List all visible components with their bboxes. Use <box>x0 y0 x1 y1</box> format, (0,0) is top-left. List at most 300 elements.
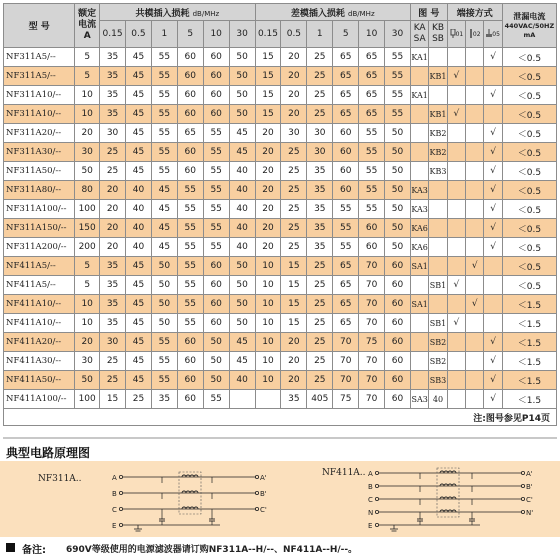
cell-differential-mode: 15 <box>255 67 281 86</box>
cell-differential-mode: 65 <box>333 48 359 67</box>
cell-wiring-check <box>466 238 484 257</box>
cell-figure-kb: SB2 <box>429 333 447 352</box>
terminal-dot <box>119 475 122 478</box>
cell-model: NF311A5/-- <box>4 67 75 86</box>
cell-wiring-check: √ <box>484 124 502 143</box>
cell-wiring-check <box>447 200 465 219</box>
cell-figure-kb: SB3 <box>429 371 447 390</box>
cell-model: NF411A5/-- <box>4 257 75 276</box>
cell-common-mode: 45 <box>126 86 152 105</box>
cell-common-mode: 55 <box>151 48 177 67</box>
cell-wiring-check: √ <box>484 371 502 390</box>
cell-differential-mode: 15 <box>281 295 307 314</box>
cell-wiring-check <box>484 257 502 276</box>
cell-differential-mode: 35 <box>307 200 333 219</box>
cell-differential-mode: 20 <box>281 371 307 390</box>
cell-common-mode: 45 <box>229 333 255 352</box>
cell-common-mode: 35 <box>100 48 126 67</box>
cell-differential-mode: 65 <box>333 295 359 314</box>
cell-common-mode: 60 <box>177 162 203 181</box>
cell-differential-mode: 25 <box>281 200 307 219</box>
cell-wiring-check <box>447 257 465 276</box>
cell-differential-mode: 25 <box>307 352 333 371</box>
cell-differential-mode: 10 <box>255 352 281 371</box>
cell-rated-current: 20 <box>75 124 100 143</box>
cell-figure-kb: 40 <box>429 390 447 409</box>
terminal-dot <box>375 471 378 474</box>
cell-differential-mode: 10 <box>255 314 281 333</box>
cell-leakage: ＜0.5 <box>502 219 556 238</box>
cell-common-mode: 55 <box>177 276 203 295</box>
table-row <box>4 257 557 276</box>
cell-figure-ka <box>410 143 428 162</box>
cell-differential-mode: 30 <box>307 143 333 162</box>
cell-differential-mode: 55 <box>359 162 385 181</box>
cell-leakage: ＜0.5 <box>502 276 556 295</box>
cell-wiring-check <box>484 314 502 333</box>
cell-common-mode: 55 <box>177 200 203 219</box>
terminal-label: A' <box>526 470 533 478</box>
cell-differential-mode: 55 <box>385 86 411 105</box>
cell-common-mode: 45 <box>126 162 152 181</box>
cell-differential-mode: 55 <box>385 67 411 86</box>
cell-differential-mode: 50 <box>385 124 411 143</box>
cell-differential-mode: 35 <box>307 181 333 200</box>
circuit-1-diagram <box>112 467 272 537</box>
cell-differential-mode: 25 <box>307 314 333 333</box>
cell-model: NF411A10/-- <box>4 295 75 314</box>
cell-common-mode: 60 <box>177 86 203 105</box>
note-bar <box>0 540 560 557</box>
cell-differential-mode: 25 <box>307 333 333 352</box>
cell-common-mode: 55 <box>203 162 229 181</box>
cell-figure-ka: SA1 <box>410 295 428 314</box>
cell-differential-mode: 55 <box>385 105 411 124</box>
cell-differential-mode: 35 <box>307 238 333 257</box>
cell-model: NF311A50/-- <box>4 162 75 181</box>
cell-differential-mode: 60 <box>385 295 411 314</box>
cell-figure-kb: SB1 <box>429 276 447 295</box>
table-row <box>4 219 557 238</box>
note-label: 备注: <box>22 545 46 556</box>
cell-wiring-check: √ <box>484 333 502 352</box>
table-row <box>4 105 557 124</box>
cell-differential-mode <box>255 390 281 409</box>
terminal-label: B' <box>260 490 267 498</box>
bullet-square-icon <box>6 543 15 552</box>
header-differential-mode: 差模插入损耗 dB/MHz <box>255 4 410 21</box>
cell-common-mode: 30 <box>100 333 126 352</box>
table-row <box>4 143 557 162</box>
cell-differential-mode: 20 <box>255 238 281 257</box>
cell-wiring-check <box>447 181 465 200</box>
cell-figure-ka <box>410 124 428 143</box>
terminal-label: N <box>368 509 374 517</box>
cell-common-mode: 40 <box>229 200 255 219</box>
cell-common-mode: 45 <box>151 181 177 200</box>
cell-common-mode: 40 <box>229 162 255 181</box>
cell-differential-mode: 10 <box>255 371 281 390</box>
cell-differential-mode: 35 <box>281 390 307 409</box>
cell-differential-mode: 50 <box>385 238 411 257</box>
cell-differential-mode: 20 <box>281 333 307 352</box>
cell-differential-mode: 50 <box>385 143 411 162</box>
cell-wiring-check: √ <box>447 314 465 333</box>
cell-rated-current: 10 <box>75 86 100 105</box>
cell-wiring-check <box>466 124 484 143</box>
cell-common-mode: 40 <box>229 219 255 238</box>
cell-wiring-check <box>447 390 465 409</box>
terminal-label: N' <box>526 509 534 517</box>
cell-common-mode: 60 <box>203 276 229 295</box>
cell-leakage: ＜1.5 <box>502 390 556 409</box>
cell-rated-current: 5 <box>75 48 100 67</box>
cell-leakage: ＜0.5 <box>502 67 556 86</box>
cell-common-mode: 45 <box>126 105 152 124</box>
cell-rated-current: 50 <box>75 162 100 181</box>
cell-differential-mode: 10 <box>255 257 281 276</box>
cell-common-mode: 35 <box>100 276 126 295</box>
cell-differential-mode: 20 <box>281 105 307 124</box>
cell-common-mode: 40 <box>229 181 255 200</box>
cell-rated-current: 30 <box>75 352 100 371</box>
cell-differential-mode: 25 <box>307 257 333 276</box>
cell-differential-mode: 20 <box>255 124 281 143</box>
cell-differential-mode: 10 <box>255 295 281 314</box>
cell-common-mode: 45 <box>126 124 152 143</box>
cell-figure-ka <box>410 276 428 295</box>
cell-differential-mode: 70 <box>359 314 385 333</box>
cell-wiring-check <box>466 162 484 181</box>
terminal-label: C <box>368 496 373 504</box>
cell-common-mode: 45 <box>126 257 152 276</box>
cell-common-mode: 50 <box>229 67 255 86</box>
table-row <box>4 124 557 143</box>
cell-differential-mode: 20 <box>281 352 307 371</box>
cell-wiring-check <box>466 371 484 390</box>
cell-model: NF411A30/-- <box>4 352 75 371</box>
circuit-2-label: NF411A.. <box>322 468 366 478</box>
cell-leakage: ＜0.5 <box>502 162 556 181</box>
cell-differential-mode: 25 <box>307 371 333 390</box>
cell-differential-mode: 70 <box>333 371 359 390</box>
table-row <box>4 86 557 105</box>
cell-differential-mode: 55 <box>359 181 385 200</box>
cell-figure-kb: SB2 <box>429 352 447 371</box>
terminal-label: A' <box>260 474 267 482</box>
cell-differential-mode: 60 <box>385 314 411 333</box>
cell-differential-mode: 35 <box>307 162 333 181</box>
cell-common-mode: 40 <box>126 200 152 219</box>
cell-model: NF311A150/-- <box>4 219 75 238</box>
cell-model: NF411A10/-- <box>4 314 75 333</box>
cell-figure-ka <box>410 333 428 352</box>
cell-wiring-check <box>447 86 465 105</box>
cell-wiring-check <box>447 162 465 181</box>
cell-common-mode: 55 <box>151 86 177 105</box>
cell-common-mode: 60 <box>203 86 229 105</box>
cell-common-mode: 55 <box>203 219 229 238</box>
cell-common-mode: 45 <box>126 276 152 295</box>
cell-differential-mode: 20 <box>281 67 307 86</box>
terminal-dot <box>119 523 122 526</box>
cell-common-mode: 60 <box>177 143 203 162</box>
cell-common-mode: 50 <box>229 86 255 105</box>
terminal-label: E <box>112 522 117 530</box>
cell-common-mode: 60 <box>203 295 229 314</box>
cell-common-mode: 40 <box>126 219 152 238</box>
terminal-label: C <box>112 506 117 514</box>
section-title: 典型电路原理图 <box>6 446 91 460</box>
cell-differential-mode: 55 <box>333 238 359 257</box>
cell-leakage: ＜1.5 <box>502 295 556 314</box>
cell-common-mode: 20 <box>100 181 126 200</box>
wiring-opt-05: 05 <box>484 21 502 48</box>
cell-differential-mode: 50 <box>385 162 411 181</box>
cell-wiring-check <box>466 333 484 352</box>
cell-wiring-check: √ <box>484 181 502 200</box>
cell-wiring-check <box>466 143 484 162</box>
cell-rated-current: 10 <box>75 295 100 314</box>
cell-figure-ka <box>410 352 428 371</box>
cell-common-mode: 55 <box>203 238 229 257</box>
cell-wiring-check <box>447 333 465 352</box>
cell-common-mode: 45 <box>151 200 177 219</box>
cell-wiring-check <box>447 238 465 257</box>
terminal-dot <box>375 484 378 487</box>
cell-differential-mode: 20 <box>281 86 307 105</box>
footnote: 注:图号参见P14页 <box>4 409 557 426</box>
cell-common-mode: 60 <box>203 48 229 67</box>
dm-freq-0: 0.15 <box>255 21 281 48</box>
cell-common-mode: 55 <box>151 124 177 143</box>
cell-common-mode: 20 <box>100 219 126 238</box>
cell-figure-ka: KA3 <box>410 181 428 200</box>
cell-common-mode: 20 <box>100 200 126 219</box>
dm-freq-2: 1 <box>307 21 333 48</box>
table-row <box>4 67 557 86</box>
cm-freq-0: 0.15 <box>100 21 126 48</box>
table-row <box>4 314 557 333</box>
cell-rated-current: 5 <box>75 257 100 276</box>
cell-rated-current: 150 <box>75 219 100 238</box>
cell-common-mode: 45 <box>126 314 152 333</box>
cell-wiring-check <box>447 295 465 314</box>
cell-common-mode: 60 <box>203 314 229 333</box>
cell-common-mode: 50 <box>229 48 255 67</box>
cm-freq-1: 0.5 <box>126 21 152 48</box>
cell-figure-ka <box>410 67 428 86</box>
cell-differential-mode: 25 <box>281 238 307 257</box>
cell-figure-kb <box>429 86 447 105</box>
cell-common-mode: 50 <box>229 295 255 314</box>
cell-wiring-check: √ <box>484 219 502 238</box>
cell-common-mode: 45 <box>126 143 152 162</box>
cell-model: NF411A20/-- <box>4 333 75 352</box>
cell-differential-mode: 65 <box>333 67 359 86</box>
header-wiring: 端接方式 <box>447 4 502 21</box>
cell-common-mode: 45 <box>126 295 152 314</box>
cell-common-mode: 60 <box>177 67 203 86</box>
cell-differential-mode: 60 <box>385 390 411 409</box>
terminal-label: B' <box>526 483 533 491</box>
cell-common-mode: 50 <box>151 276 177 295</box>
cell-common-mode: 15 <box>100 390 126 409</box>
table-row <box>4 181 557 200</box>
cell-differential-mode: 65 <box>359 67 385 86</box>
table-row <box>4 162 557 181</box>
cell-common-mode: 35 <box>100 257 126 276</box>
cell-wiring-check <box>466 48 484 67</box>
cell-wiring-check <box>466 67 484 86</box>
cell-differential-mode: 60 <box>385 352 411 371</box>
cell-rated-current: 100 <box>75 390 100 409</box>
cell-model: NF311A10/-- <box>4 86 75 105</box>
terminal-label: E <box>368 522 373 530</box>
cell-common-mode: 35 <box>100 295 126 314</box>
cell-rated-current: 50 <box>75 371 100 390</box>
dm-freq-3: 5 <box>333 21 359 48</box>
cell-leakage: ＜0.5 <box>502 143 556 162</box>
cell-differential-mode: 405 <box>307 390 333 409</box>
cell-figure-ka <box>410 162 428 181</box>
cell-differential-mode: 25 <box>281 181 307 200</box>
cell-differential-mode: 65 <box>333 86 359 105</box>
cell-common-mode: 25 <box>100 352 126 371</box>
cell-common-mode: 55 <box>177 257 203 276</box>
cell-common-mode: 45 <box>126 48 152 67</box>
cell-differential-mode: 70 <box>333 333 359 352</box>
cell-differential-mode: 50 <box>385 200 411 219</box>
cell-figure-kb: KB3 <box>429 162 447 181</box>
cell-wiring-check: √ <box>484 86 502 105</box>
cell-common-mode: 45 <box>229 143 255 162</box>
cell-common-mode: 25 <box>100 371 126 390</box>
cell-differential-mode: 25 <box>307 67 333 86</box>
table-row <box>4 200 557 219</box>
cell-figure-kb <box>429 48 447 67</box>
cell-differential-mode: 50 <box>385 219 411 238</box>
cell-differential-mode: 65 <box>333 276 359 295</box>
table-row <box>4 295 557 314</box>
cell-model: NF311A80/-- <box>4 181 75 200</box>
cell-common-mode: 60 <box>203 257 229 276</box>
cell-common-mode: 35 <box>100 105 126 124</box>
cell-wiring-check <box>466 181 484 200</box>
cell-common-mode: 55 <box>151 105 177 124</box>
cell-figure-ka <box>410 105 428 124</box>
cell-wiring-check: √ <box>484 390 502 409</box>
cell-figure-ka: KA3 <box>410 200 428 219</box>
cell-model: NF411A100/-- <box>4 390 75 409</box>
cell-differential-mode: 60 <box>333 181 359 200</box>
cell-differential-mode: 55 <box>359 143 385 162</box>
cell-differential-mode: 70 <box>359 257 385 276</box>
cell-wiring-check <box>466 276 484 295</box>
cell-differential-mode: 20 <box>255 162 281 181</box>
cell-model: NF411A5/-- <box>4 276 75 295</box>
cell-common-mode: 45 <box>126 333 152 352</box>
cell-differential-mode: 25 <box>307 48 333 67</box>
cell-differential-mode: 60 <box>385 257 411 276</box>
cell-common-mode: 35 <box>100 314 126 333</box>
cell-wiring-check <box>466 86 484 105</box>
cell-differential-mode: 60 <box>333 124 359 143</box>
terminal-label: B <box>368 483 373 491</box>
cell-differential-mode: 25 <box>307 295 333 314</box>
circuit-2-diagram <box>368 464 538 538</box>
cell-differential-mode: 75 <box>359 333 385 352</box>
cell-differential-mode: 55 <box>333 219 359 238</box>
cell-common-mode: 45 <box>229 352 255 371</box>
cell-differential-mode: 20 <box>255 219 281 238</box>
cell-wiring-check: √ <box>484 352 502 371</box>
cell-rated-current: 10 <box>75 105 100 124</box>
cell-differential-mode: 60 <box>359 219 385 238</box>
cell-wiring-check: √ <box>484 200 502 219</box>
cell-differential-mode: 70 <box>359 295 385 314</box>
cell-common-mode: 50 <box>229 276 255 295</box>
cell-differential-mode: 30 <box>307 124 333 143</box>
cell-differential-mode: 25 <box>307 276 333 295</box>
terminal-label: B <box>112 490 117 498</box>
cell-leakage: ＜0.5 <box>502 124 556 143</box>
terminal-dot <box>375 523 378 526</box>
cell-common-mode: 25 <box>100 162 126 181</box>
section-divider <box>3 437 557 439</box>
cell-differential-mode: 20 <box>255 181 281 200</box>
cell-differential-mode: 55 <box>333 200 359 219</box>
cell-wiring-check <box>484 276 502 295</box>
cell-leakage: ＜1.5 <box>502 314 556 333</box>
header-model: 型 号 <box>4 4 75 48</box>
cell-common-mode: 55 <box>203 200 229 219</box>
cell-differential-mode: 65 <box>333 314 359 333</box>
cell-differential-mode: 25 <box>307 86 333 105</box>
cell-wiring-check <box>466 200 484 219</box>
cell-differential-mode: 15 <box>281 314 307 333</box>
cell-leakage: ＜0.5 <box>502 48 556 67</box>
cell-wiring-check: √ <box>484 238 502 257</box>
cell-common-mode: 55 <box>203 181 229 200</box>
cm-freq-2: 1 <box>151 21 177 48</box>
cell-differential-mode: 25 <box>281 143 307 162</box>
cell-leakage: ＜0.5 <box>502 257 556 276</box>
cell-common-mode: 55 <box>151 162 177 181</box>
cell-common-mode: 50 <box>229 257 255 276</box>
cell-common-mode: 45 <box>229 124 255 143</box>
cell-common-mode: 55 <box>151 67 177 86</box>
cell-figure-kb: KB2 <box>429 143 447 162</box>
cell-wiring-check: √ <box>484 48 502 67</box>
cell-rated-current: 5 <box>75 276 100 295</box>
cell-leakage: ＜0.5 <box>502 181 556 200</box>
cell-figure-ka: SA3 <box>410 390 428 409</box>
cell-figure-kb <box>429 219 447 238</box>
cell-common-mode: 60 <box>177 371 203 390</box>
cell-model: NF311A30/-- <box>4 143 75 162</box>
note-text: 690V等级使用的电源滤波器请订购NF311A--H/--、NF411A--H/--。 <box>66 545 358 555</box>
cell-wiring-check <box>484 67 502 86</box>
table-row <box>4 238 557 257</box>
cell-figure-kb: SB1 <box>429 314 447 333</box>
table-row <box>4 371 557 390</box>
cell-differential-mode: 70 <box>359 390 385 409</box>
cell-differential-mode: 15 <box>281 257 307 276</box>
cell-differential-mode: 15 <box>255 86 281 105</box>
cell-differential-mode: 25 <box>281 162 307 181</box>
cell-wiring-check <box>466 219 484 238</box>
